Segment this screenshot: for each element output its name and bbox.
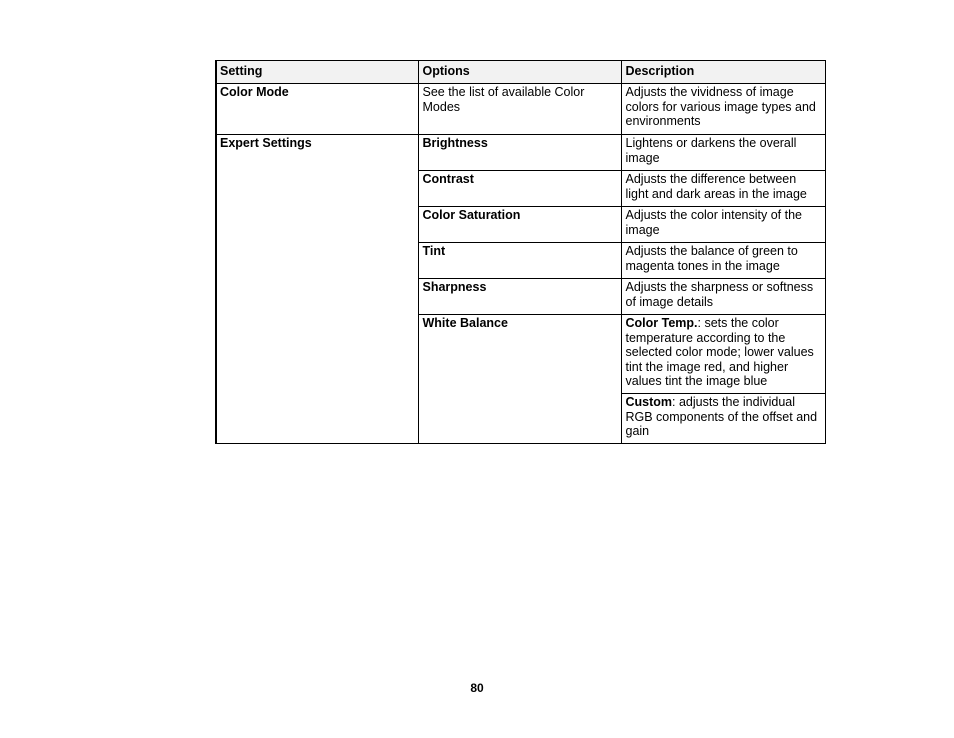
setting-color-mode: Color Mode [216,84,418,135]
option-sharpness: Sharpness [418,279,621,315]
setting-expert-settings: Expert Settings [216,135,418,444]
option-brightness: Brightness [418,135,621,171]
option-contrast: Contrast [418,171,621,207]
description-brightness: Lightens or darkens the overall image [621,135,825,171]
color-temp-text: : sets the color temperature according to the selected color mode; lower values tint the image red, and higher values tint the image blue [625,316,814,389]
description-sharpness: Adjusts the sharpness or softness of image details [621,279,825,315]
options-color-mode: See the list of available Color Modes [418,84,621,135]
option-color-saturation: Color Saturation [418,207,621,243]
description-color-saturation: Adjusts the color intensity of the image [621,207,825,243]
page-number: 80 [470,681,484,695]
description-custom [621,394,825,444]
header-description: Description [621,61,825,84]
table-header-row [216,61,825,84]
description-contrast: Adjusts the difference between light and dark areas in the image [621,171,825,207]
table-row-brightness [216,135,825,171]
color-temp-term: Color Temp. [625,316,698,330]
description-color-mode: Adjusts the vividness of image colors for various image types and environments [621,84,825,135]
header-options: Options [418,61,621,84]
header-setting: Setting [216,61,418,84]
description-color-temp [621,315,825,394]
description-tint: Adjusts the balance of green to magenta tones in the image [621,243,825,279]
option-tint: Tint [418,243,621,279]
table-row-color-mode [216,84,825,135]
custom-term: Custom [625,395,673,409]
custom-text: : adjusts the individual RGB components of the offset and gain [625,395,818,439]
option-white-balance: White Balance [418,315,621,444]
settings-table [215,60,826,444]
